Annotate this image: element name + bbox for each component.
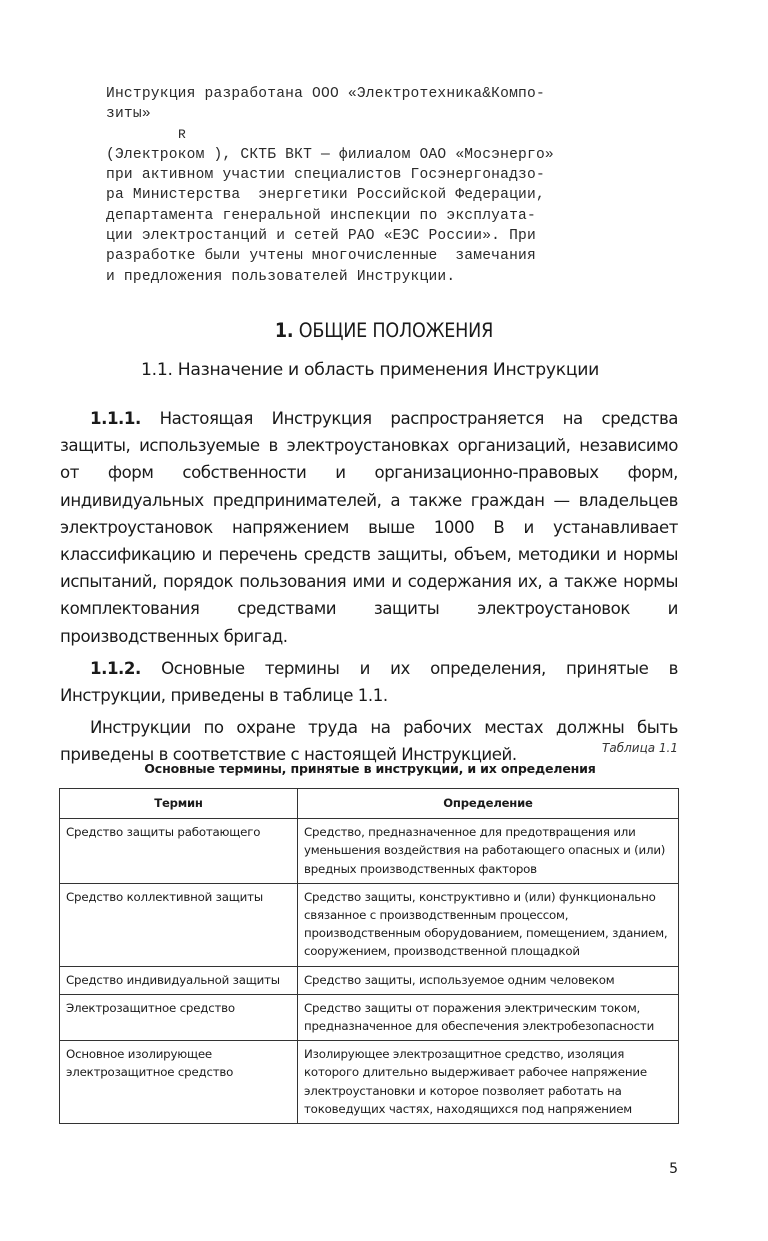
term-cell: Средство коллективной защиты: [60, 883, 298, 966]
definition-cell: Средство, предназначенное для предотвращения или уменьшения воздействия на работающего опасных и (или) вредных производственных факторов: [298, 819, 679, 884]
term-cell: Средство защиты работающего: [60, 819, 298, 884]
terms-table: [59, 788, 679, 1124]
intro-line: зиты»: [106, 106, 151, 123]
term-cell: Средство индивидуальной защиты: [60, 966, 298, 994]
intro-line: департамента генеральной инспекции по эксплуата-: [106, 207, 536, 224]
intro-line: разработке были учтены многочисленные замечания: [106, 248, 536, 265]
page-number: 5: [669, 1161, 678, 1177]
body-text: [60, 405, 678, 769]
paragraph-text: Настоящая Инструкция распространяется на средства защиты, используемые в электроустановках организаций, независимо от форм собственности и организационно-правовых форм, индивидуальных предпринимателей, а также граждан — владельцев электроустановок напряжением выше 1000 В и устанавливает классификацию и перечень средств защиты, объем, методики и нормы испытаний, порядок пользования ими и содержания их, а также нормы комплектования средствами защиты электроустановок и производственных бригад.: [60, 409, 678, 646]
table-row: [60, 994, 679, 1040]
table-row: [60, 819, 679, 884]
paragraph-1-1-1: [60, 405, 678, 650]
intro-line: и предложения пользователей Инструкции.: [106, 268, 456, 285]
section-title: ОБЩИЕ ПОЛОЖЕНИЯ: [298, 319, 494, 342]
table-row: [60, 883, 679, 966]
paragraph-1-1-2: [60, 655, 678, 709]
paragraph-text: Основные термины и их определения, принятые в Инструкции, приведены в таблице 1.1.: [60, 658, 678, 706]
intro-line: ра Министерства энергетики Российской Федерации,: [106, 187, 545, 204]
paragraph-number: 1.1.1.: [90, 409, 141, 428]
intro-note: [106, 84, 634, 287]
term-cell: Основное изолирующее электрозащитное средство: [60, 1041, 298, 1124]
intro-line: ции электростанций и сетей РАО «ЕЭС России». При: [106, 228, 536, 245]
table-row: [60, 1041, 679, 1124]
table-caption: Таблица 1.1: [602, 741, 678, 755]
column-header-definition: Определение: [298, 789, 679, 819]
definition-cell: Средство защиты, конструктивно и (или) функционально связанное с производственным процессом, производственным оборудованием, помещением, зданием, сооружением, производственной площадкой: [298, 883, 679, 966]
definition-cell: Изолирующее электрозащитное средство, изоляция которого длительно выдерживает рабочее напряжение электроустановки и которое позволяет работать на токоведущих частях, находящихся под напряжением: [298, 1041, 679, 1124]
column-header-term: Термин: [60, 789, 298, 819]
intro-line: R: [106, 126, 187, 142]
section-number: 1.: [274, 319, 294, 342]
term-cell: Электрозащитное средство: [60, 994, 298, 1040]
definition-cell: Средство защиты от поражения электрическим током, предназначенное для обеспечения электробезопасности: [298, 994, 679, 1040]
definition-cell: Средство защиты, используемое одним человеком: [298, 966, 679, 994]
section-heading: [0, 319, 768, 342]
intro-line: при активном участии специалистов Госэнергонадзо-: [106, 167, 545, 184]
subsection-heading: 1.1. Назначение и область применения Инструкции: [141, 360, 599, 380]
table-header-row: [60, 789, 679, 819]
intro-line: (Электроком ), СКТБ ВКТ — филиалом ОАО «Мосэнерго»: [106, 146, 554, 163]
intro-line: Инструкция разработана ООО «Электротехника&Компо-: [106, 86, 545, 102]
table-title: Основные термины, принятые в инструкции, и их определения: [144, 761, 596, 776]
table-row: [60, 966, 679, 994]
paragraph-text: Инструкции по охране труда на рабочих местах должны быть приведены в соответствие с настоящей Инструкцией.: [60, 718, 678, 765]
paragraph-number: 1.1.2.: [90, 658, 141, 678]
